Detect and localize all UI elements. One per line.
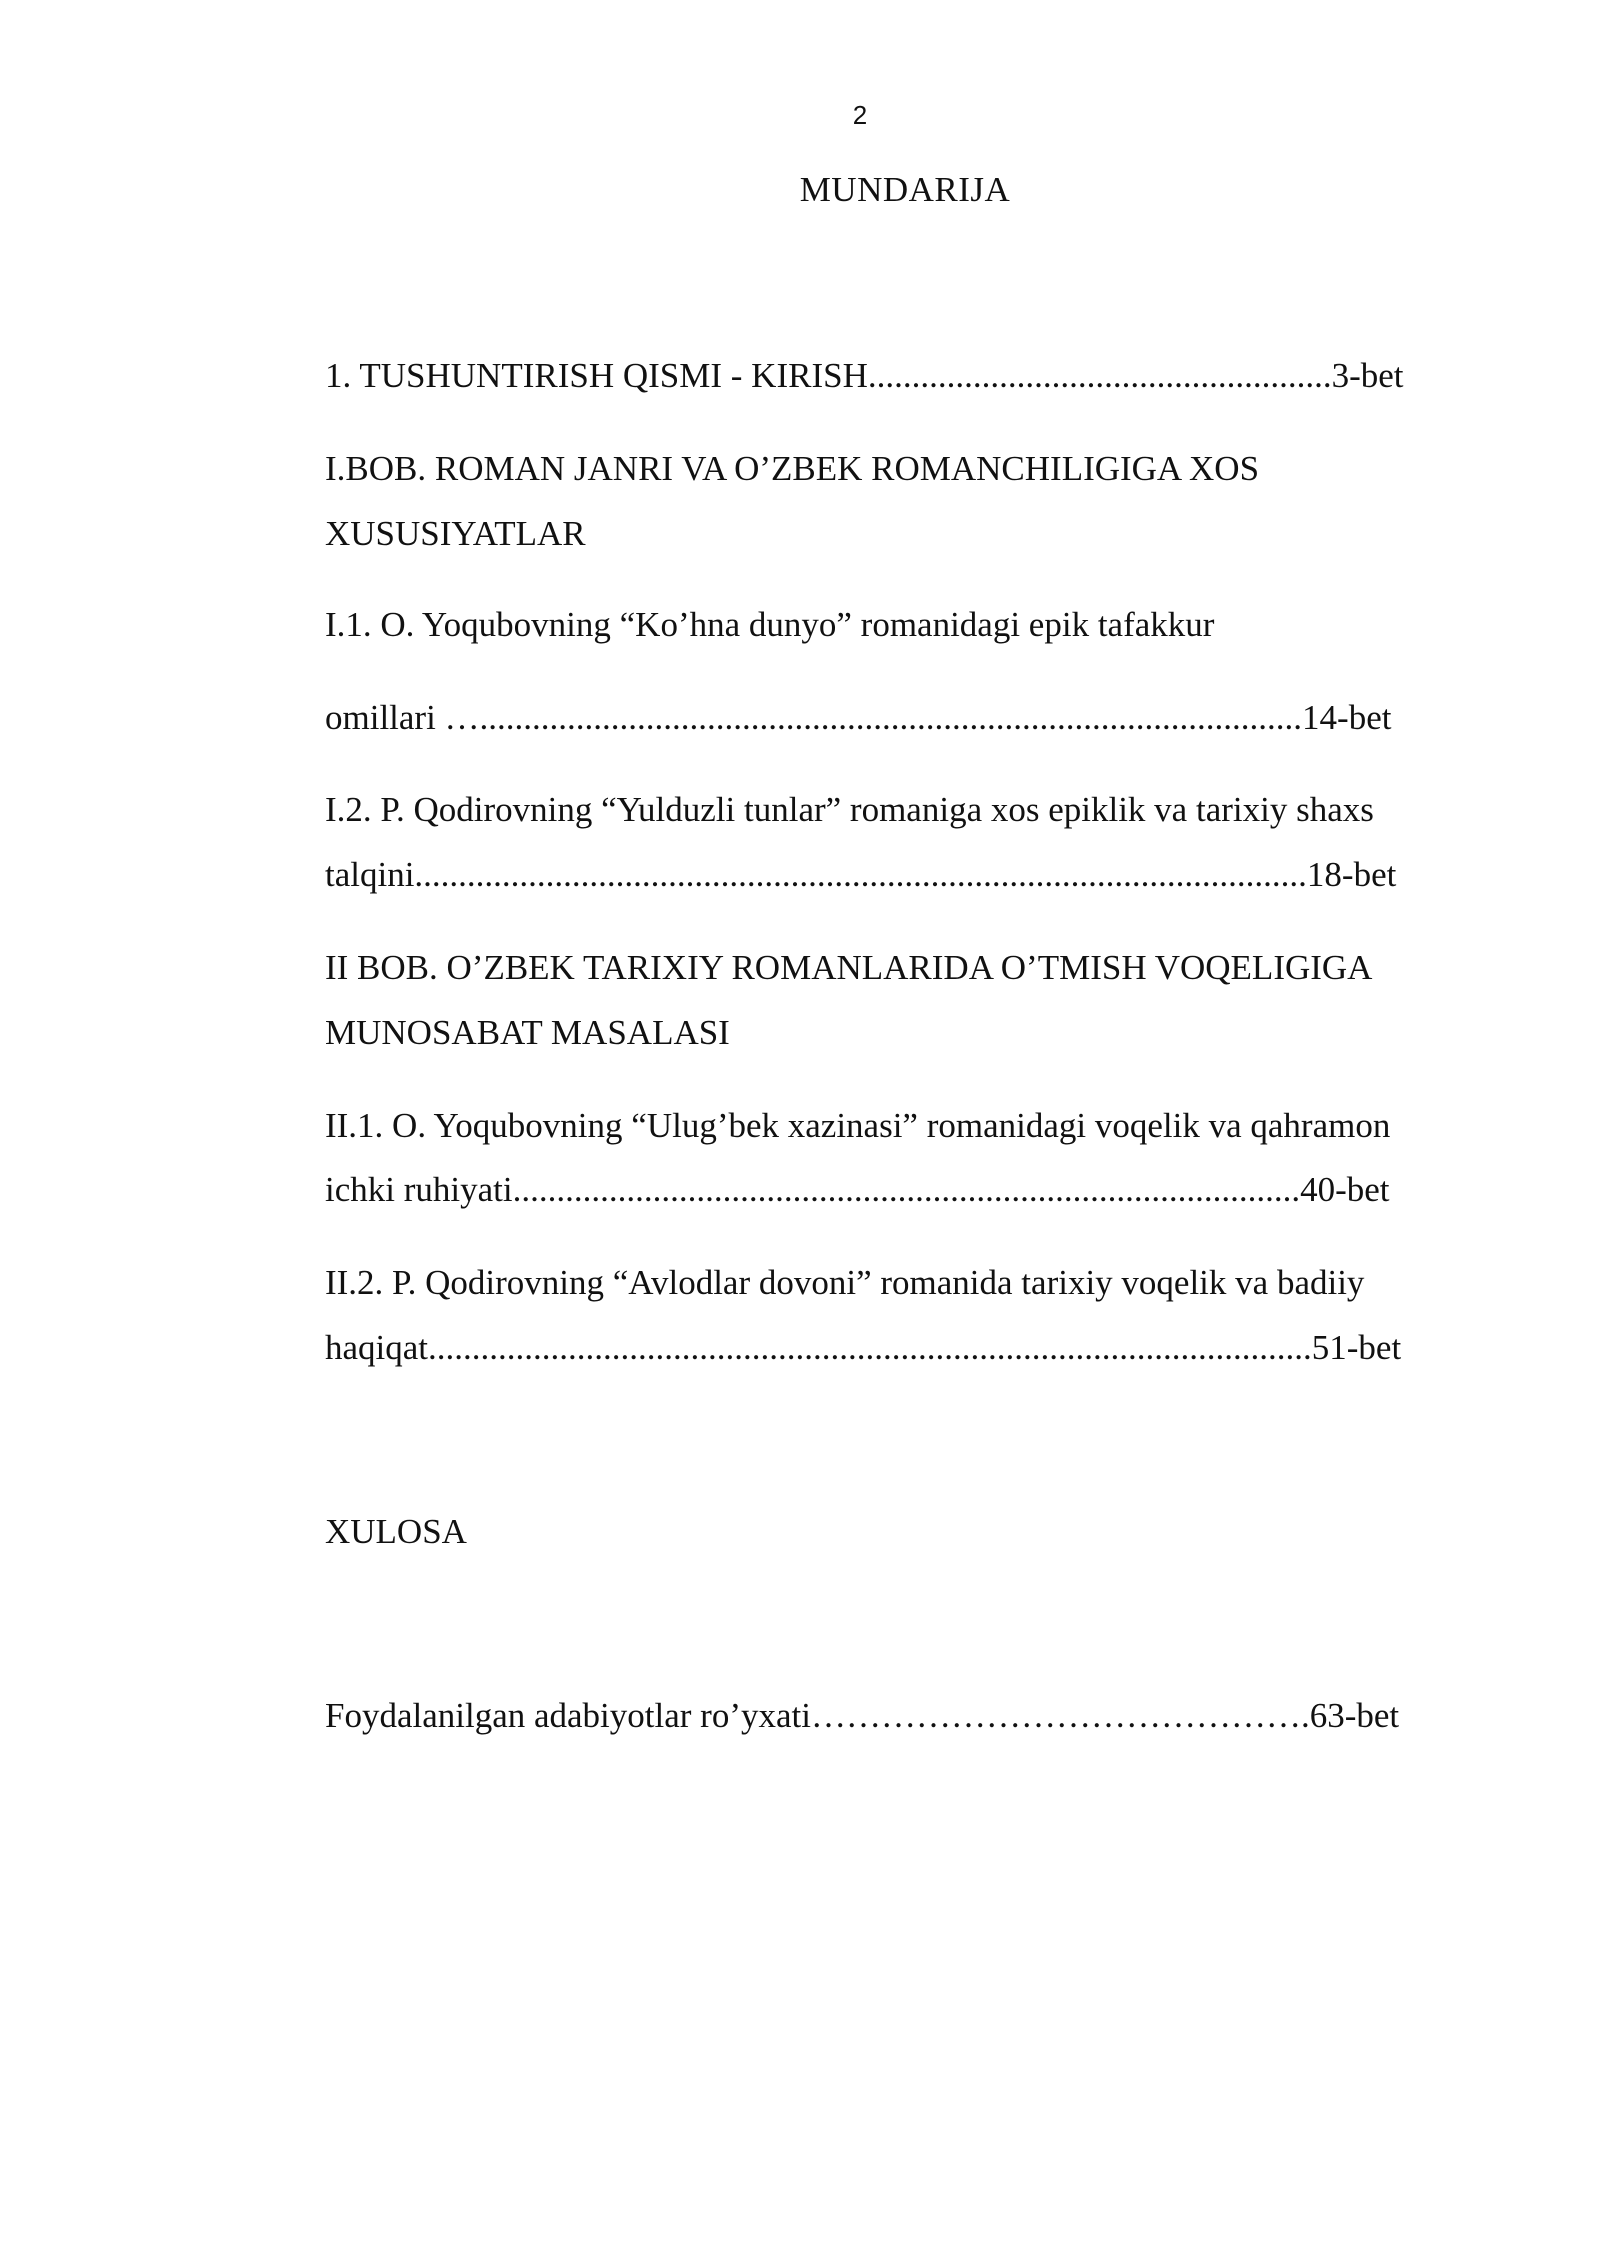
toc-chapter-2-title: II BOB. O’ZBEK TARIXIY ROMANLARIDA O’TMISH VOQELIGIGA [325,948,1373,987]
toc-entry-references: Foydalanilgan adabiyotlar ro’yxati…………………………………….63-bet [325,1696,1400,1735]
toc-entry-2-2: II.2. P. Qodirovning “Avlodlar dovoni” romanida tarixiy voqelik va badiiy [325,1263,1365,1302]
toc-entry-1-1-cont: omillari …..............................................................................................14-bet [325,698,1392,737]
toc-entry-2-2-cont: haqiqat.....................................................................................................51-bet [325,1328,1402,1367]
toc-chapter-1-title: I.BOB. ROMAN JANRI VA O’ZBEK ROMANCHILIGIGA XOS [325,449,1260,488]
toc-entry-2-1: II.1. O. Yoqubovning “Ulug’bek xazinasi” romanidagi voqelik va qahramon [325,1106,1391,1145]
toc-entry-1-1: I.1. O. Yoqubovning “Ko’hna dunyo” romanidagi epik tafakkur [325,605,1215,644]
toc-entry-2-1-cont: ichki ruhiyati..........................................................................................40-bet [325,1170,1390,1209]
toc-chapter-2-title-cont: MUNOSABAT MASALASI [325,1013,730,1052]
toc-entry-1-2: I.2. P. Qodirovning “Yulduzli tunlar” romaniga xos epiklik va tarixiy shaxs [325,790,1374,829]
page-number: 2 [852,100,868,130]
toc-entry-conclusion: XULOSA [325,1512,467,1551]
page-title: MUNDARIJA [799,170,1011,209]
toc-entry-intro: 1. TUSHUNTIRISH QISMI - KIRISH.....................................................3-bet [325,356,1404,395]
toc-entry-1-2-cont: talqini......................................................................................................18-bet [325,855,1397,894]
toc-chapter-1-title-cont: XUSUSIYATLAR [325,514,586,553]
